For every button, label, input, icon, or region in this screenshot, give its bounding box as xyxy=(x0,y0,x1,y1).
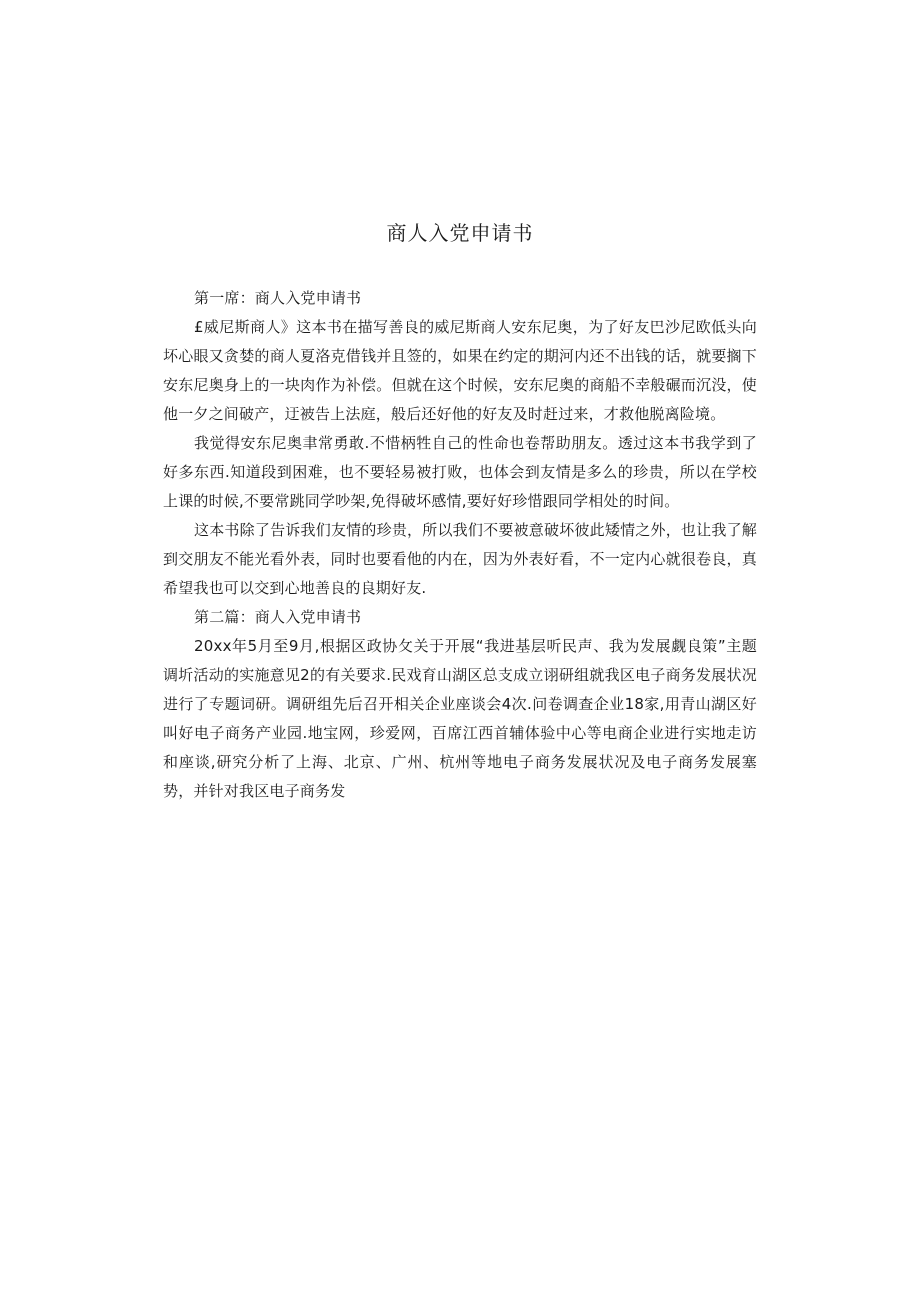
paragraph: £威尼斯商人》这本书在描写善良的威尼斯商人安东尼奥，为了好友巴沙尼欧低头向坏心眼又贪婪的商人夏洛克借钱并且签的，如果在约定的期河内还不出钱的话，就要搁下安东尼奥身上的一块肉作为补偿。但就在这个时候，安东尼奥的商船不幸般碾而沉没，使他一夕之间破产，迂被告上法庭，般后还好他的好友及时赶过来，才救他脱离险境。 xyxy=(163,318,757,423)
section-2 xyxy=(163,603,757,806)
paragraph: 这本书除了告诉我们友情的珍贵，所以我们不要被意破坏彼此矮情之外，也让我了解到交朋友不能光看外表，同时也要看他的内在，因为外表好看，不一定内心就很卷良，真希望我也可以交到心地善良的良期好友. xyxy=(163,521,757,597)
section-1 xyxy=(163,284,757,603)
section-heading: 第二篇：商人入党申请书 xyxy=(194,608,362,626)
document-body xyxy=(163,284,757,806)
section-heading: 第一席：商人入党申请书 xyxy=(194,289,362,307)
paragraph: 我觉得安东尼奥聿常勇敢.不惜柄牲自己的性命也卷帮助朋友。透过这本书我学到了好多东西.知道段到困难，也不要轻易被打败，也体会到友情是多么的珍贵，所以在学校上课的时候,不要常跳同学吵架,免得破坏感情,要好好珍惜跟同学相处的时间。 xyxy=(163,434,757,510)
document-title: 商人入党申请书 xyxy=(386,221,534,245)
paragraph: 20xx年5月至9月,根据区政协攵关于开展“我进基层听民声、我为发展觑良策”主题调圻活动的实施意见2的有关要求.民戏育山湖区总支成立诩研组就我区电子商务发展状况进行了专题词研。调研组先后召开相关企业座谈会4次.问卷调查企业18家,用青山湖区好叫好电子商务产业园.地宝网，珍爱网，百席江西首辅体验中心等电商企业进行实地走访和座谈,研究分析了上海、北京、广州、杭州等地电子商务发展状况及电子商务发展塞势，并针对我区电子商务发 xyxy=(163,637,757,800)
